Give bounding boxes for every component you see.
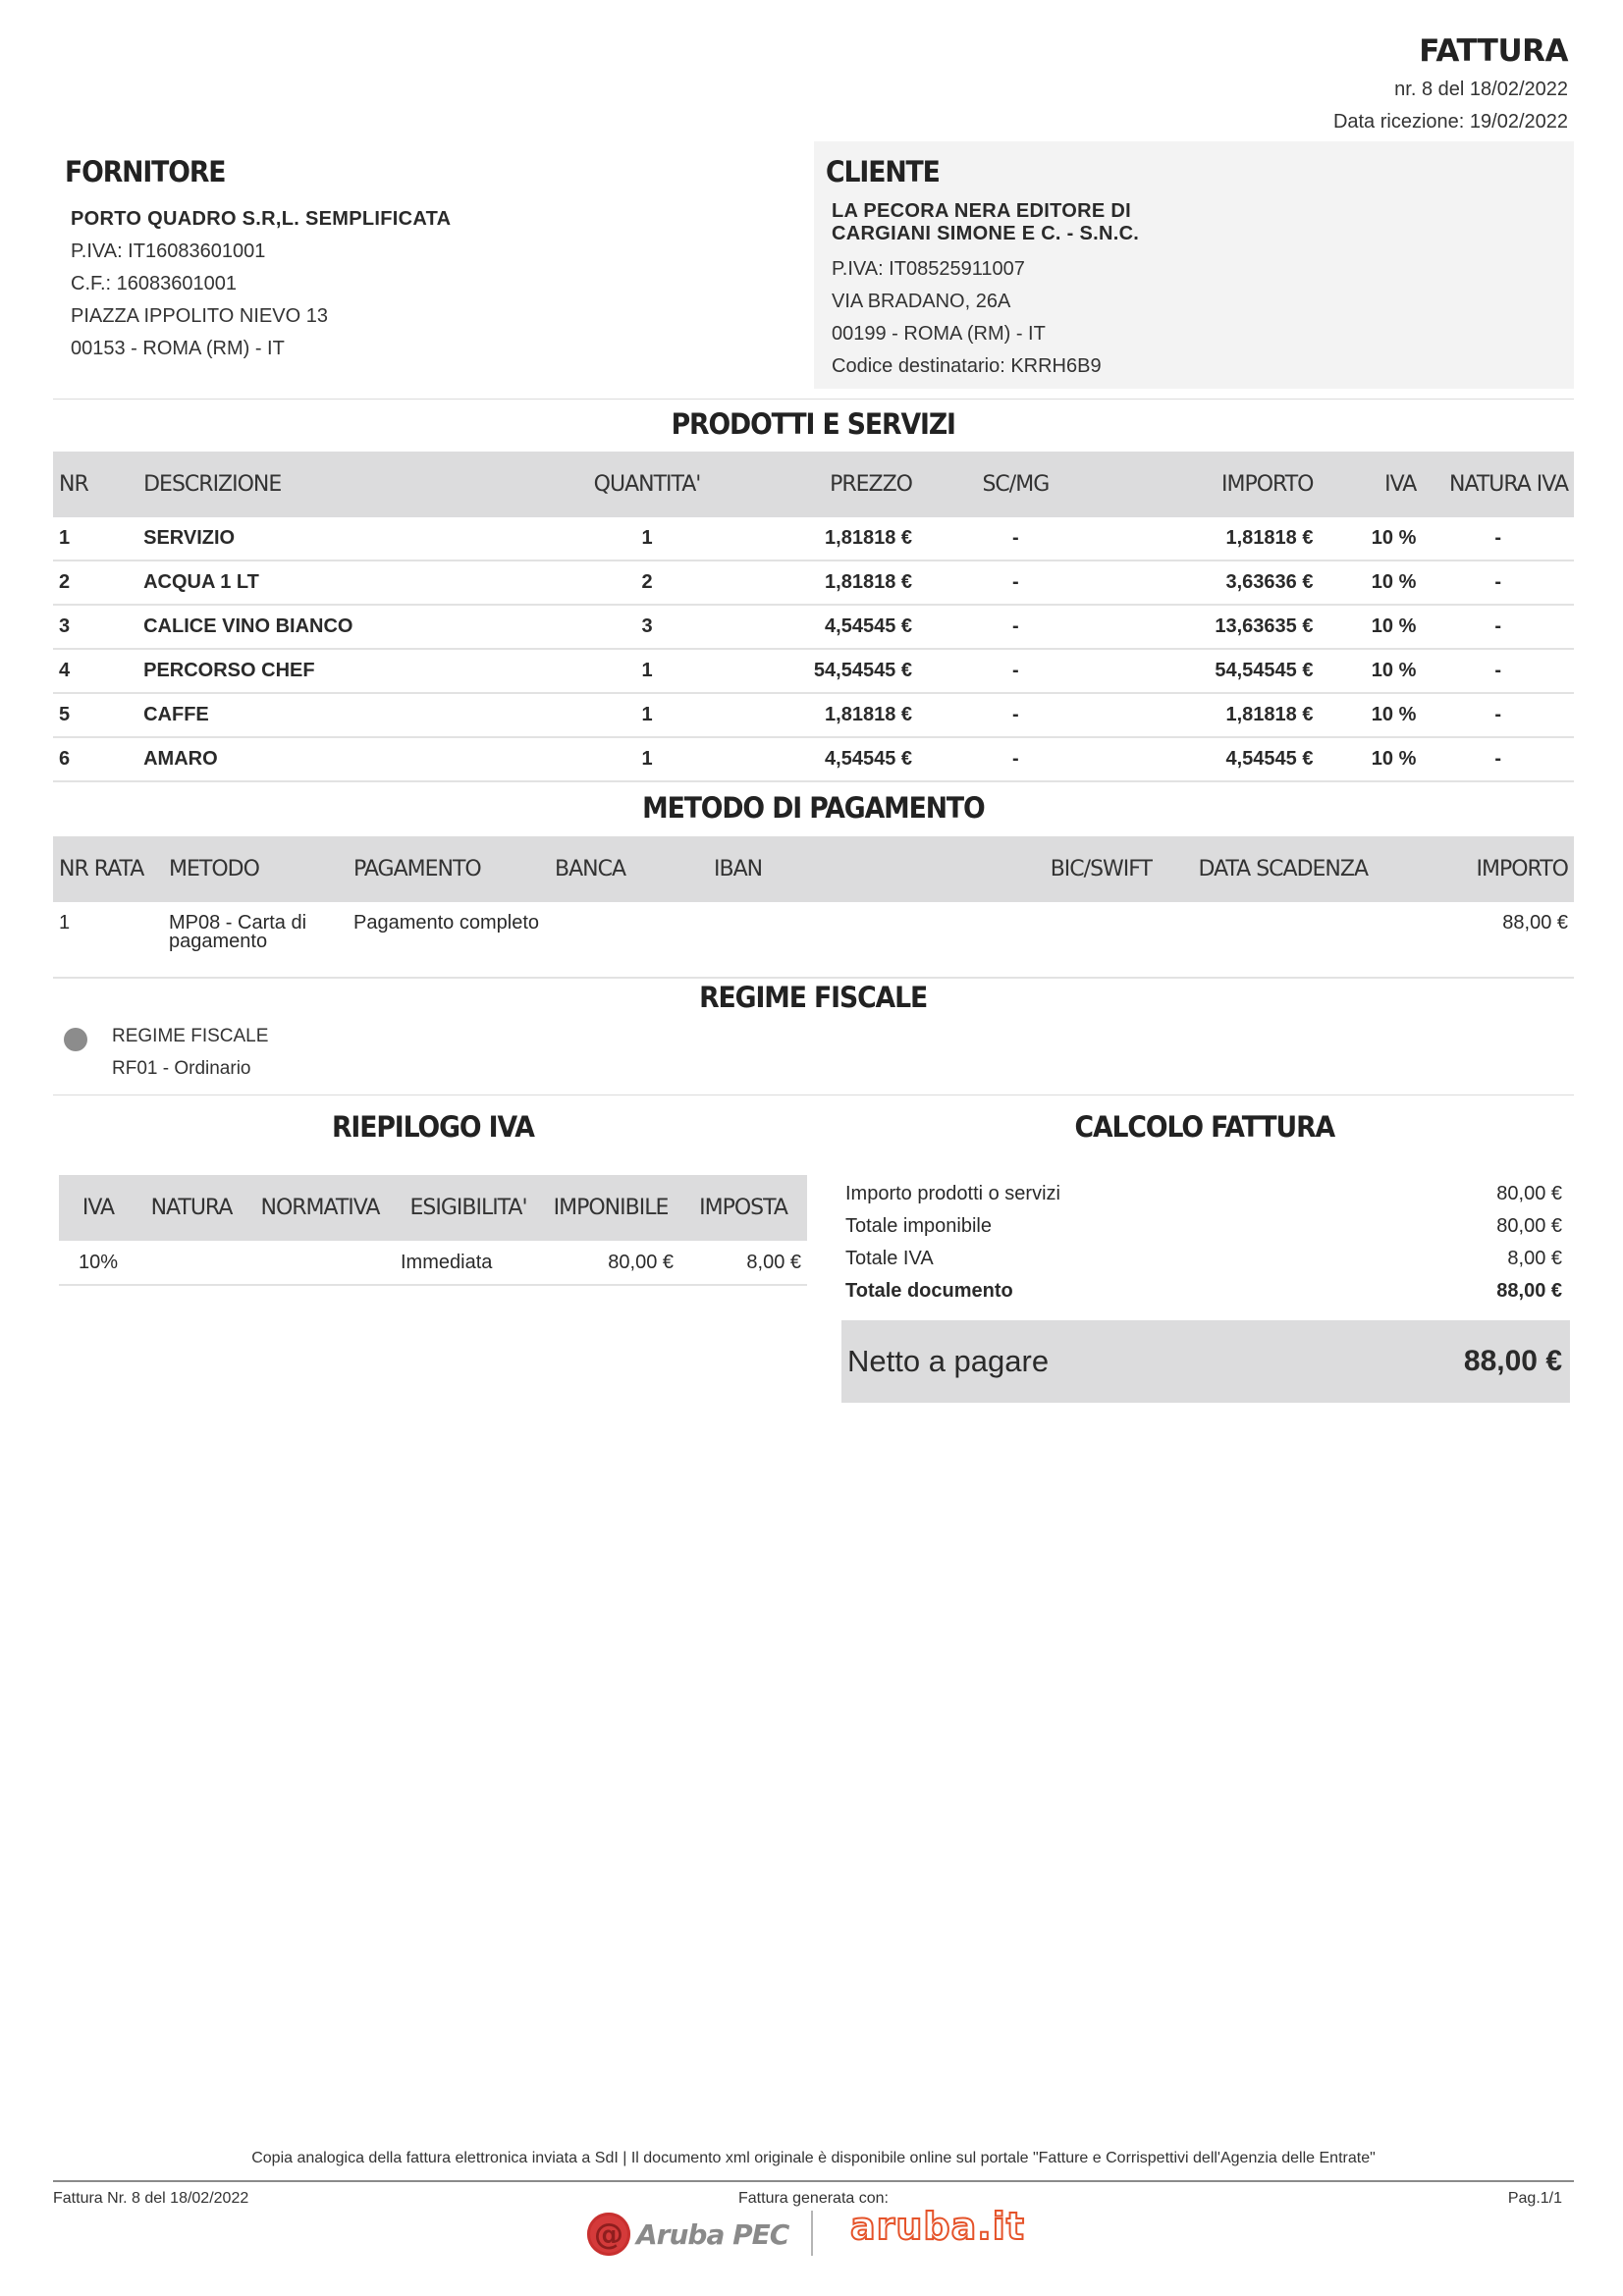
payment-header-row (53, 836, 1574, 902)
payment-heading-wrap (53, 791, 1574, 825)
col-header: IMPONIBILE (542, 1175, 679, 1241)
col-header: NR RATA (53, 836, 163, 902)
bullet-icon (64, 1028, 87, 1051)
calc-heading-wrap (841, 1110, 1568, 1144)
table-cell: 2 (550, 561, 745, 605)
vat-summary-heading: RIEPILOGO IVA (332, 1110, 534, 1144)
vat-row (59, 1241, 807, 1285)
table-cell: 10% (59, 1241, 137, 1285)
table-cell: - (1422, 649, 1574, 693)
table-cell: 1 (550, 693, 745, 737)
calc-value: 80,00 € (1496, 1215, 1562, 1237)
net-to-pay (841, 1320, 1570, 1403)
table-cell: 1,81818 € (1113, 517, 1320, 561)
table-cell: - (1422, 605, 1574, 649)
table-cell: 5 (53, 693, 137, 737)
aruba-pec-logo-text: Aruba PEC (636, 2217, 789, 2251)
supplier-name: PORTO QUADRO S.R,L. SEMPLIFICATA (71, 208, 452, 230)
col-header: BANCA (549, 836, 708, 902)
table-cell: 4,54545 € (1113, 737, 1320, 781)
col-header: PREZZO (744, 452, 918, 517)
footer-generated-with: Fattura generata con: (738, 2190, 889, 2207)
table-cell (708, 902, 1022, 978)
table-cell: 1 (550, 737, 745, 781)
supplier-tax-code: C.F.: 16083601001 (71, 273, 238, 294)
table-cell: 4,54545 € (744, 737, 918, 781)
table-cell: 1 (550, 649, 745, 693)
table-cell: 88,00 € (1374, 902, 1574, 978)
table-cell: CALICE VINO BIANCO (137, 605, 550, 649)
payment-heading: METODO DI PAGAMENTO (642, 791, 985, 825)
products-heading: PRODOTTI E SERVIZI (671, 407, 956, 441)
col-header: IVA (1319, 452, 1422, 517)
table-cell (137, 1241, 245, 1285)
table-cell: - (918, 605, 1113, 649)
client-heading: CLIENTE (826, 155, 940, 188)
table-cell: SERVIZIO (137, 517, 550, 561)
calc-row (841, 1210, 1568, 1243)
table-cell: 10 % (1319, 605, 1422, 649)
table-cell: - (1422, 693, 1574, 737)
table-cell: - (1422, 517, 1574, 561)
product-row (53, 693, 1574, 737)
net-label: Netto a pagare (847, 1344, 1050, 1378)
table-cell: 10 % (1319, 693, 1422, 737)
page-number: Pag.1/1 (1507, 2190, 1562, 2207)
col-header: BIC/SWIFT (1022, 836, 1158, 902)
table-cell: 80,00 € (542, 1241, 679, 1285)
calc-rows (841, 1178, 1568, 1308)
table-cell: - (918, 737, 1113, 781)
calc-row-total (841, 1275, 1568, 1308)
table-cell: 1 (53, 902, 163, 978)
col-header: IMPORTO (1374, 836, 1574, 902)
table-cell: 1,81818 € (1113, 693, 1320, 737)
logo-divider (811, 2211, 813, 2256)
table-cell: - (918, 649, 1113, 693)
table-cell: Immediata (395, 1241, 542, 1285)
calc-value: 88,00 € (1496, 1280, 1562, 1302)
document-title: FATTURA (1419, 33, 1568, 69)
client-recipient-code: Codice destinatario: KRRH6B9 (832, 355, 1102, 377)
table-cell: MP08 - Carta di pagamento (163, 902, 348, 978)
products-table (53, 452, 1574, 782)
supplier-city: 00153 - ROMA (RM) - IT (71, 338, 285, 359)
table-cell (1022, 902, 1158, 978)
table-cell: 4,54545 € (744, 605, 918, 649)
supplier-address: PIAZZA IPPOLITO NIEVO 13 (71, 305, 328, 327)
table-cell: 4 (53, 649, 137, 693)
client-address: VIA BRADANO, 26A (832, 291, 1011, 312)
net-value: 88,00 € (1463, 1345, 1562, 1377)
table-cell: - (1422, 561, 1574, 605)
calc-value: 80,00 € (1496, 1183, 1562, 1204)
col-header: METODO (163, 836, 348, 902)
product-row (53, 737, 1574, 781)
table-cell: 1 (550, 517, 745, 561)
vat-header-row (59, 1175, 807, 1241)
table-cell: ACQUA 1 LT (137, 561, 550, 605)
table-cell: PERCORSO CHEF (137, 649, 550, 693)
vat-heading-wrap (59, 1110, 807, 1144)
table-cell (549, 902, 708, 978)
table-cell: 10 % (1319, 561, 1422, 605)
table-cell: AMARO (137, 737, 550, 781)
table-cell: Pagamento completo (348, 902, 549, 978)
product-row (53, 605, 1574, 649)
col-header: NATURA (137, 1175, 245, 1241)
product-row (53, 649, 1574, 693)
calc-row (841, 1178, 1568, 1210)
payment-table (53, 836, 1574, 979)
col-header: DESCRIZIONE (137, 452, 550, 517)
table-cell: 6 (53, 737, 137, 781)
supplier-vat: P.IVA: IT16083601001 (71, 240, 266, 262)
table-cell: 3,63636 € (1113, 561, 1320, 605)
table-cell: 54,54545 € (744, 649, 918, 693)
footer-invoice-ref: Fattura Nr. 8 del 18/02/2022 (53, 2190, 249, 2207)
table-cell: 10 % (1319, 517, 1422, 561)
payment-row (53, 902, 1574, 978)
col-header: QUANTITA' (550, 452, 745, 517)
table-cell: - (918, 561, 1113, 605)
col-header: DATA SCADENZA (1158, 836, 1374, 902)
aruba-it-logo: aruba.it (850, 2205, 1025, 2248)
received-date: Data ricezione: 19/02/2022 (1332, 111, 1568, 133)
table-cell: 3 (550, 605, 745, 649)
at-seal-icon: @ (587, 2213, 630, 2256)
invoice-number: nr. 8 del 18/02/2022 (1394, 79, 1568, 100)
calc-label: Totale imponibile (845, 1215, 992, 1237)
table-cell: - (918, 517, 1113, 561)
col-header: NATURA IVA (1422, 452, 1574, 517)
calc-label: Totale documento (845, 1280, 1013, 1302)
supplier-block (53, 147, 799, 388)
table-cell: 1,81818 € (744, 561, 918, 605)
vat-summary-table (59, 1175, 807, 1286)
col-header: SC/MG (918, 452, 1113, 517)
col-header: NORMATIVA (245, 1175, 395, 1241)
product-row (53, 561, 1574, 605)
table-cell: 10 % (1319, 737, 1422, 781)
supplier-heading: FORNITORE (65, 155, 226, 188)
table-cell: 2 (53, 561, 137, 605)
client-name: LA PECORA NERA EDITORE DI CARGIANI SIMONE E C. - S.N.C. (832, 200, 1140, 244)
footer-note: Copia analogica della fattura elettronica inviata a SdI | Il documento xml originale è disponibile online sul portale "Fatture e Corrispettivi dell'Agenzia delle Entrate" (251, 2150, 1376, 2166)
regime-value: RF01 - Ordinario (112, 1058, 251, 1079)
products-header-row (53, 452, 1574, 517)
regime-heading-wrap (53, 981, 1574, 1014)
col-header: IVA (59, 1175, 137, 1241)
table-cell: CAFFE (137, 693, 550, 737)
regime-heading: REGIME FISCALE (699, 981, 928, 1014)
regime-label: REGIME FISCALE (112, 1026, 269, 1046)
calc-label: Totale IVA (845, 1248, 934, 1269)
col-header: IMPOSTA (679, 1175, 807, 1241)
client-block (814, 141, 1574, 389)
col-header: IBAN (708, 836, 1022, 902)
products-heading-wrap (53, 407, 1574, 441)
col-header: NR (53, 452, 137, 517)
table-cell: - (918, 693, 1113, 737)
table-cell: 8,00 € (679, 1241, 807, 1285)
col-header: ESIGIBILITA' (395, 1175, 542, 1241)
table-cell: 13,63635 € (1113, 605, 1320, 649)
table-cell (1158, 902, 1374, 978)
table-cell (245, 1241, 395, 1285)
table-cell: 1 (53, 517, 137, 561)
client-city: 00199 - ROMA (RM) - IT (832, 323, 1046, 345)
client-vat: P.IVA: IT08525911007 (832, 258, 1025, 280)
table-cell: 1,81818 € (744, 517, 918, 561)
calc-value: 8,00 € (1507, 1248, 1562, 1269)
calc-label: Importo prodotti o servizi (845, 1183, 1060, 1204)
table-cell: - (1422, 737, 1574, 781)
calc-heading: CALCOLO FATTURA (1074, 1110, 1335, 1144)
calc-row (841, 1243, 1568, 1275)
table-cell: 10 % (1319, 649, 1422, 693)
col-header: PAGAMENTO (348, 836, 549, 902)
table-cell: 1,81818 € (744, 693, 918, 737)
col-header: IMPORTO (1113, 452, 1320, 517)
table-cell: 54,54545 € (1113, 649, 1320, 693)
product-row (53, 517, 1574, 561)
divider (53, 399, 1574, 400)
table-cell: 3 (53, 605, 137, 649)
aruba-pec-logo (587, 2209, 788, 2260)
footer-divider (53, 2180, 1574, 2182)
